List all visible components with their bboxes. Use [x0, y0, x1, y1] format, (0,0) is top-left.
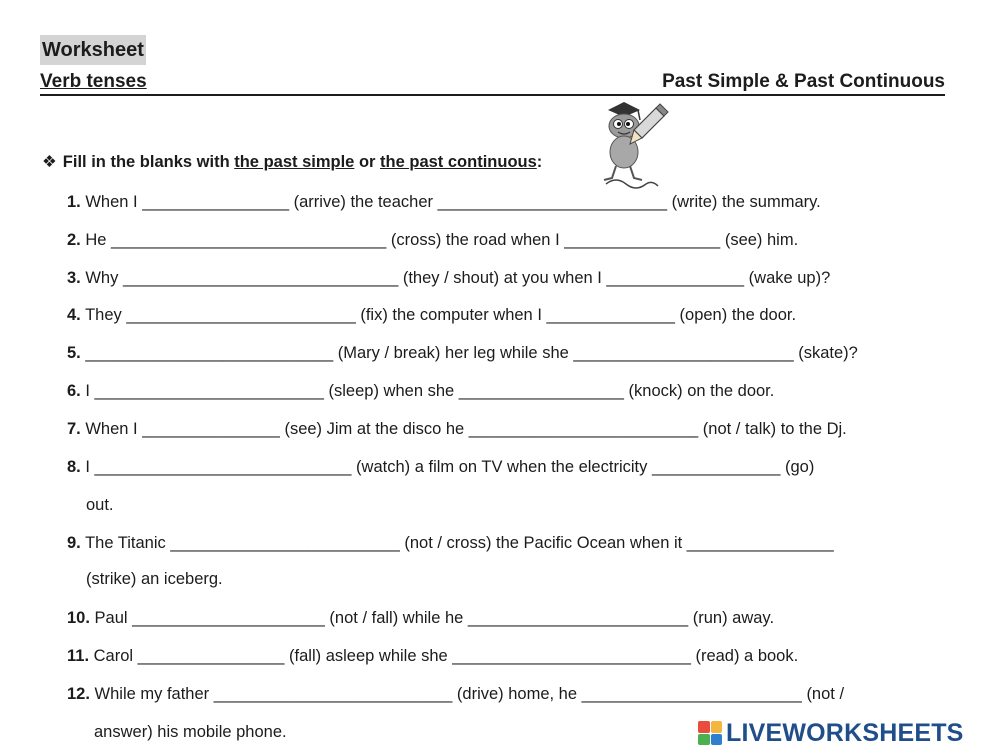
topic-title: Verb tenses — [40, 71, 147, 92]
logo-text: LIVEWORKSHEETS — [726, 718, 964, 747]
exercise-8 — [67, 456, 814, 478]
exercise-text: They _________________________ (fix) the computer when I ______________ (open) the door. — [85, 306, 797, 324]
exercise-3 — [67, 267, 830, 289]
instruction-text-2: or — [354, 153, 381, 171]
pencil-mascot-icon — [594, 100, 670, 192]
exercise-number: 2. — [67, 231, 81, 249]
exercise-6 — [67, 380, 774, 402]
liveworksheets-logo — [698, 718, 964, 748]
exercise-text: He ______________________________ (cross) the road when I _________________ (see) him. — [85, 231, 799, 249]
exercise-number: 11. — [67, 647, 90, 665]
exercise-number: 1. — [67, 193, 81, 211]
exercise-number: 10. — [67, 609, 90, 627]
exercise-number: 6. — [67, 382, 81, 400]
exercise-12-continuation: answer) his mobile phone. — [94, 723, 287, 741]
instruction-underline-2: the past continuous — [380, 153, 537, 171]
exercise-text: When I _______________ (see) Jim at the disco he _________________________ (not / talk) to the Dj. — [85, 420, 847, 438]
exercise-12 — [67, 683, 844, 705]
exercise-11 — [67, 645, 798, 667]
exercise-5 — [67, 342, 858, 364]
logo-grid-icon — [698, 721, 722, 745]
exercise-4 — [67, 304, 796, 326]
exercise-8-continuation: out. — [86, 496, 114, 514]
exercise-number: 7. — [67, 420, 81, 438]
exercise-number: 9. — [67, 534, 81, 552]
exercise-number: 3. — [67, 269, 81, 287]
instruction — [42, 152, 542, 172]
header-row — [40, 70, 945, 96]
exercise-number: 12. — [67, 685, 90, 703]
instruction-text-3: : — [536, 153, 543, 171]
worksheet-label: Worksheet — [40, 35, 146, 65]
exercise-text: ___________________________ (Mary / break) her leg while she ________________________ (skate)? — [85, 344, 858, 362]
exercise-1 — [67, 191, 821, 213]
exercise-number: 8. — [67, 458, 81, 476]
exercise-text: I ____________________________ (watch) a film on TV when the electricity ______________ (go) — [85, 458, 815, 476]
exercise-text: When I ________________ (arrive) the teacher _________________________ (write) the summary. — [85, 193, 821, 211]
exercise-9 — [67, 532, 834, 554]
exercise-7 — [67, 418, 847, 440]
exercise-2 — [67, 229, 798, 251]
exercise-text: Carol ________________ (fall) asleep while she __________________________ (read) a book. — [93, 647, 799, 665]
exercise-number: 5. — [67, 344, 81, 362]
subtopic-title: Past Simple & Past Continuous — [662, 71, 945, 92]
exercise-text: Paul _____________________ (not / fall) while he ________________________ (run) away. — [94, 609, 775, 627]
exercise-9-continuation: (strike) an iceberg. — [86, 570, 223, 588]
bullet-icon: ❖ — [42, 153, 57, 171]
exercise-text: While my father __________________________ (drive) home, he ________________________ (not / — [94, 685, 845, 703]
exercise-number: 4. — [67, 306, 81, 324]
exercise-text: The Titanic _________________________ (not / cross) the Pacific Ocean when it ________________ — [85, 534, 834, 552]
exercise-text: Why ______________________________ (they / shout) at you when I _______________ (wake up)? — [85, 269, 831, 287]
exercise-text: I _________________________ (sleep) when she __________________ (knock) on the door. — [85, 382, 775, 400]
instruction-text-1: Fill in the blanks with — [62, 153, 235, 171]
exercise-10 — [67, 607, 774, 629]
instruction-underline-1: the past simple — [234, 153, 355, 171]
